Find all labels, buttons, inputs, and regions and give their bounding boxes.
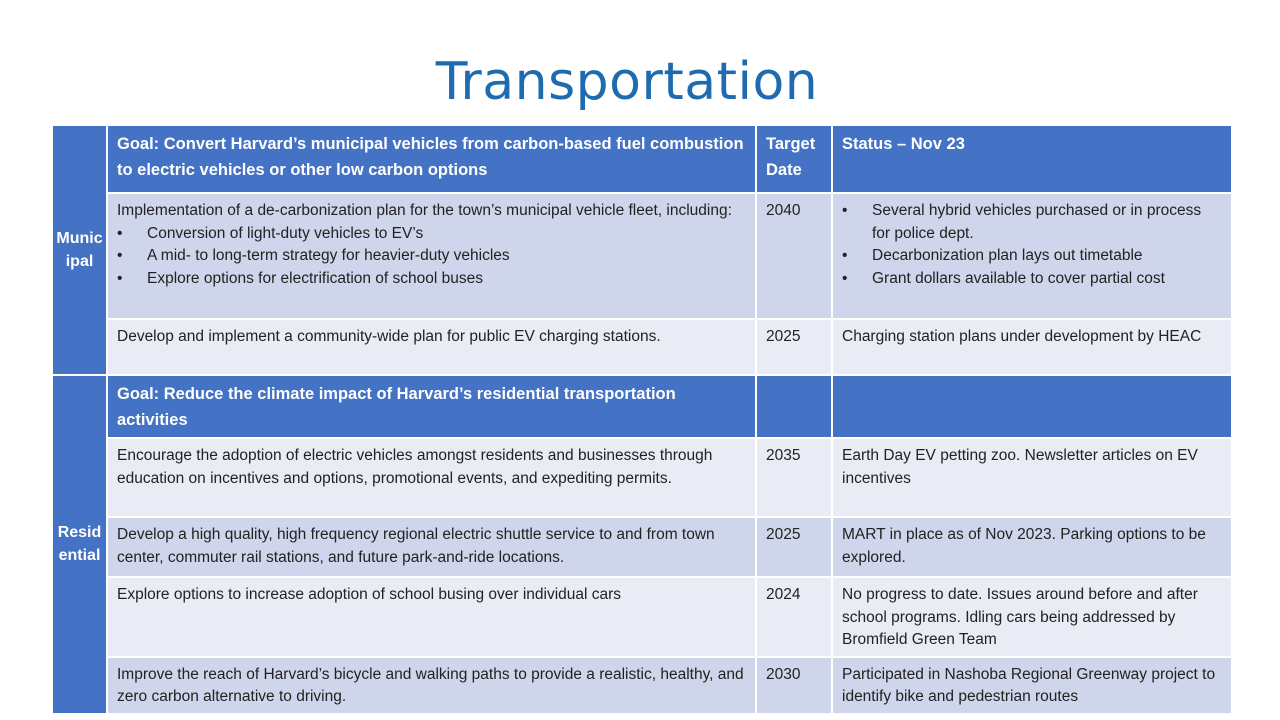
list-item: • Several hybrid vehicles purchased or in process for police dept. bbox=[842, 200, 1221, 245]
empty-header-cell bbox=[832, 375, 1232, 438]
status-cell: No progress to date. Issues around before and after school programs. Idling cars being addressed by Bromfield Green Team bbox=[832, 577, 1232, 657]
target-date-cell: 2030 bbox=[756, 657, 832, 714]
list-item: • Conversion of light-duty vehicles to EV’s bbox=[117, 223, 745, 246]
status-bullets bbox=[842, 200, 1221, 290]
municipal-goal: Goal: Convert Harvard’s municipal vehicles from carbon-based fuel combustion to electric vehicles or other low carbon options bbox=[107, 125, 756, 193]
action-cell: Develop a high quality, high frequency regional electric shuttle service to and from town center, commuter rail stations, and future park-and-ride locations. bbox=[107, 517, 756, 577]
target-date-cell: 2035 bbox=[756, 438, 832, 517]
action-cell: Improve the reach of Harvard’s bicycle and walking paths to provide a realistic, healthy, and zero carbon alternative to driving. bbox=[107, 657, 756, 714]
table-row bbox=[52, 577, 1232, 657]
slide-title: Transportation bbox=[435, 52, 819, 112]
residential-goal: Goal: Reduce the climate impact of Harvard’s residential transportation activities bbox=[107, 375, 756, 438]
list-item: • A mid- to long-term strategy for heavier-duty vehicles bbox=[117, 245, 745, 268]
list-item: • Grant dollars available to cover partial cost bbox=[842, 268, 1221, 291]
list-item: • Explore options for electrification of school buses bbox=[117, 268, 745, 291]
list-item: • Decarbonization plan lays out timetable bbox=[842, 245, 1221, 268]
table-row bbox=[52, 193, 1232, 319]
table-row bbox=[52, 319, 1232, 375]
status-header: Status – Nov 23 bbox=[832, 125, 1232, 193]
target-date-cell: 2040 bbox=[756, 193, 832, 319]
transportation-table bbox=[51, 124, 1233, 715]
section-label-residential: Residential bbox=[52, 375, 107, 714]
target-date-cell: 2025 bbox=[756, 319, 832, 375]
action-cell bbox=[107, 193, 756, 319]
status-cell: MART in place as of Nov 2023. Parking options to be explored. bbox=[832, 517, 1232, 577]
table-row bbox=[52, 517, 1232, 577]
target-date-cell: 2025 bbox=[756, 517, 832, 577]
action-cell: Develop and implement a community-wide plan for public EV charging stations. bbox=[107, 319, 756, 375]
residential-goal-row bbox=[52, 375, 1232, 438]
status-cell: Participated in Nashoba Regional Greenway project to identify bike and pedestrian routes bbox=[832, 657, 1232, 714]
table-row bbox=[52, 657, 1232, 714]
action-text: Implementation of a de-carbonization plan for the town’s municipal vehicle fleet, including: bbox=[117, 202, 732, 219]
action-bullets bbox=[117, 223, 745, 291]
empty-header-cell bbox=[756, 375, 832, 438]
target-date-cell: 2024 bbox=[756, 577, 832, 657]
status-cell: Charging station plans under development by HEAC bbox=[832, 319, 1232, 375]
section-label-municipal: Municipal bbox=[52, 125, 107, 375]
action-cell: Explore options to increase adoption of school busing over individual cars bbox=[107, 577, 756, 657]
status-cell bbox=[832, 193, 1232, 319]
status-cell: Earth Day EV petting zoo. Newsletter articles on EV incentives bbox=[832, 438, 1232, 517]
action-cell: Encourage the adoption of electric vehicles amongst residents and businesses through education on incentives and options, promotional events, and expediting permits. bbox=[107, 438, 756, 517]
municipal-goal-row bbox=[52, 125, 1232, 193]
table-row bbox=[52, 438, 1232, 517]
target-date-header: Target Date bbox=[756, 125, 832, 193]
